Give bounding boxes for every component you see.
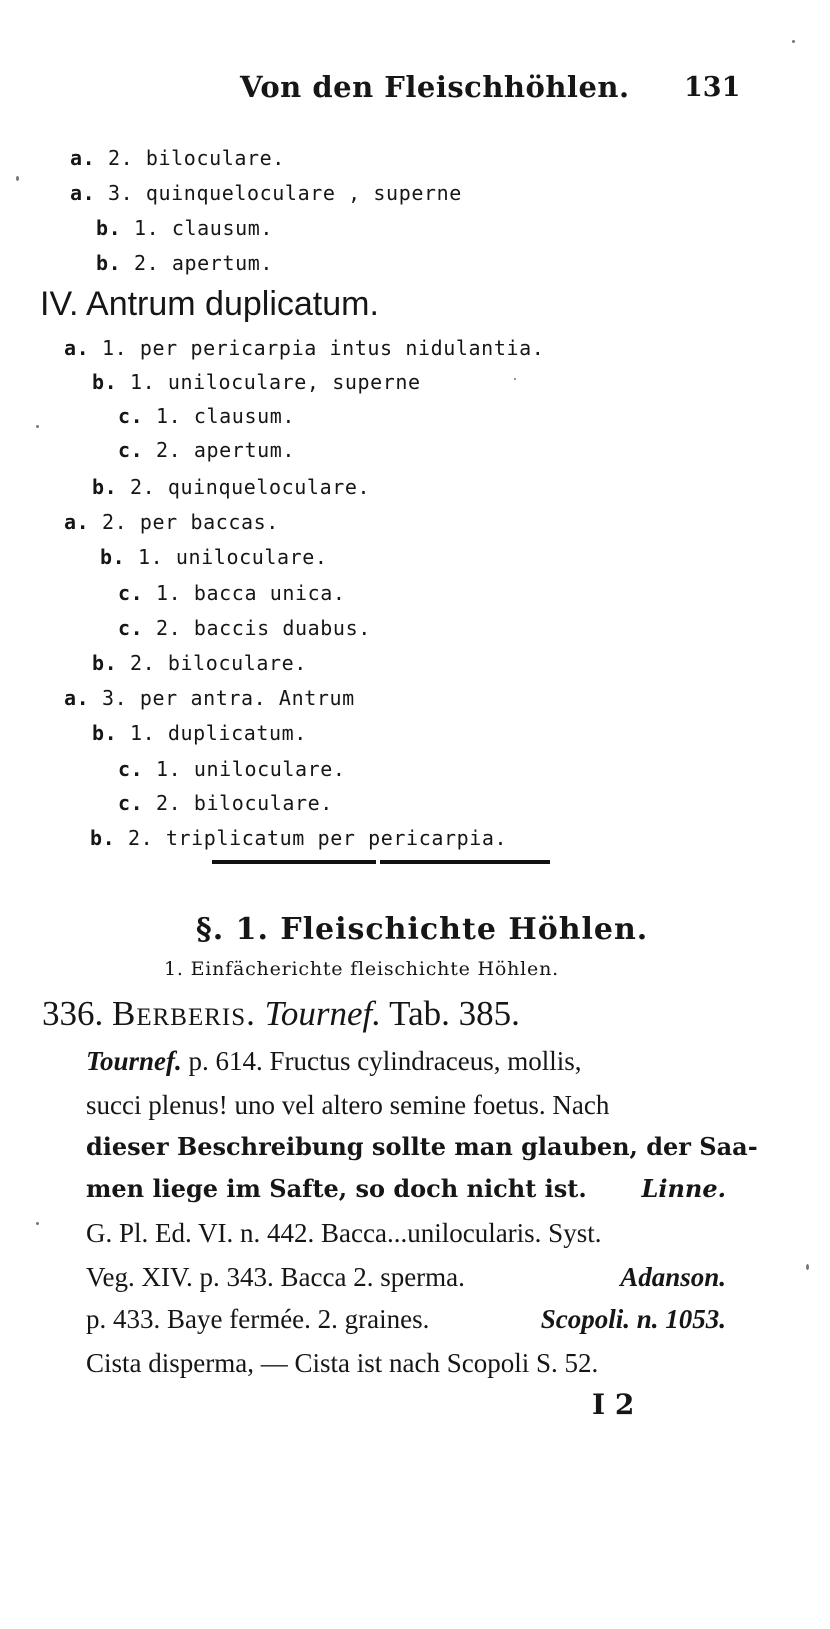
outline-text: 2. per baccas. [101,510,279,534]
outline-item [118,788,333,818]
outline-item [118,401,295,431]
citation-author: Tournef. [86,1046,182,1076]
outline-item [70,178,462,208]
entry-authority: Tournef. [264,994,382,1033]
running-title: Von den Fleischhöhlen. [240,70,630,104]
outline-marker: c. [118,438,144,462]
outline-text: 2. quinqueloculare. [129,475,371,499]
outline-text: 1. uniloculare. [155,757,346,781]
outline-item [118,435,295,465]
citation-author: Linne. [641,1174,726,1203]
citation-author: Scopoli. n. 1053. [540,1304,726,1334]
outline-heading: IV. Antrum duplicatum. [40,285,379,323]
body-text: p. 433. Baye fermée. 2. graines. [86,1304,430,1334]
entry-number: 336. [42,994,104,1033]
entry-plate: Tab. 385. [389,994,520,1033]
outline-text: 2. triplicatum per pericarpia. [127,826,508,850]
outline-marker: b. [96,216,122,240]
body-text: Veg. XIV. p. 343. Bacca 2. sperma. [86,1262,465,1292]
outline-marker: a. [64,510,90,534]
outline-marker: b. [100,545,126,569]
outline-item [118,613,371,643]
outline-marker: b. [92,370,118,394]
outline-text: 1. clausum. [155,404,296,428]
body-line [86,1042,726,1080]
subsection-title: 1. Einfächerichte fleischichte Höhlen. [164,958,559,980]
outline-item [92,472,370,502]
body-line [86,1344,726,1382]
citation-author: Adanson. [620,1262,726,1292]
body-line [86,1086,726,1124]
outline-item [96,248,273,278]
body-line [86,1258,726,1296]
speck [514,378,516,380]
outline-item [64,507,279,537]
outline-marker: c. [118,757,144,781]
body-text: succi plenus! uno vel altero semine foetus. Nach [86,1090,610,1120]
entry-heading [42,990,520,1038]
outline-item [96,213,273,243]
outline-item [92,648,307,678]
outline-marker: b. [92,651,118,675]
body-text: p. 614. Fructus cylindraceus, mollis, [181,1046,582,1076]
outline-text: 2. apertum. [133,251,274,275]
outline-text: 3. per antra. Antrum [101,686,355,710]
body-line [86,1300,726,1338]
body-text: dieser Beschreibung sollte man glauben, der Saa- [86,1132,758,1161]
outline-item [118,578,346,608]
outline-text: 1. per pericarpia intus nidulantia. [101,336,545,360]
outline-marker: a. [64,336,90,360]
body-text: G. Pl. Ed. VI. n. 442. Bacca...unilocularis. Syst. [86,1218,602,1248]
outline-marker: c. [118,404,144,428]
outline-marker: a. [70,146,96,170]
outline-item [92,367,421,397]
outline-text: 2. baccis duabus. [155,616,371,640]
speck [792,40,795,43]
section-title: §. 1. Fleischichte Höhlen. [196,912,649,947]
outline-text: 2. apertum. [155,438,296,462]
page-number: 131 [684,72,741,103]
divider-rule-right [380,860,550,864]
outline-marker: b. [96,251,122,275]
signature-mark: I 2 [592,1388,635,1421]
outline-marker: c. [118,791,144,815]
outline-text: 2. biloculare. [155,791,333,815]
outline-text: 1. uniloculare. [137,545,328,569]
speck [16,176,19,181]
outline-text: 2. biloculare. [107,146,285,170]
outline-marker: a. [70,181,96,205]
outline-marker: c. [118,581,144,605]
entry-genus: Berberis. [112,994,256,1033]
outline-item [118,754,346,784]
outline-marker: b. [92,721,118,745]
outline-marker: a. [64,686,90,710]
outline-item [70,143,285,173]
outline-marker: c. [118,616,144,640]
outline-text: 2. biloculare. [129,651,307,675]
speck [806,1264,809,1270]
outline-marker: b. [90,826,116,850]
body-text: men liege im Safte, so doch nicht ist. [86,1174,587,1203]
speck [36,1222,39,1225]
outline-text: 1. duplicatum. [129,721,307,745]
outline-text: 3. quinqueloculare , superne [107,181,462,205]
speck [36,425,39,428]
outline-item [92,718,307,748]
outline-item [64,333,544,363]
outline-text: 1. uniloculare, superne [129,370,421,394]
body-line [86,1170,726,1208]
page-header [0,70,830,114]
body-line [86,1128,758,1166]
outline-text: 1. clausum. [133,216,274,240]
body-text: Cista disperma, — Cista ist nach Scopoli S. 52. [86,1348,599,1378]
body-line [86,1214,726,1252]
outline-item [90,823,507,853]
outline-item [100,542,328,572]
outline-text: 1. bacca unica. [155,581,346,605]
divider-rule-left [212,860,376,864]
outline-marker: b. [92,475,118,499]
outline-item [64,683,355,713]
